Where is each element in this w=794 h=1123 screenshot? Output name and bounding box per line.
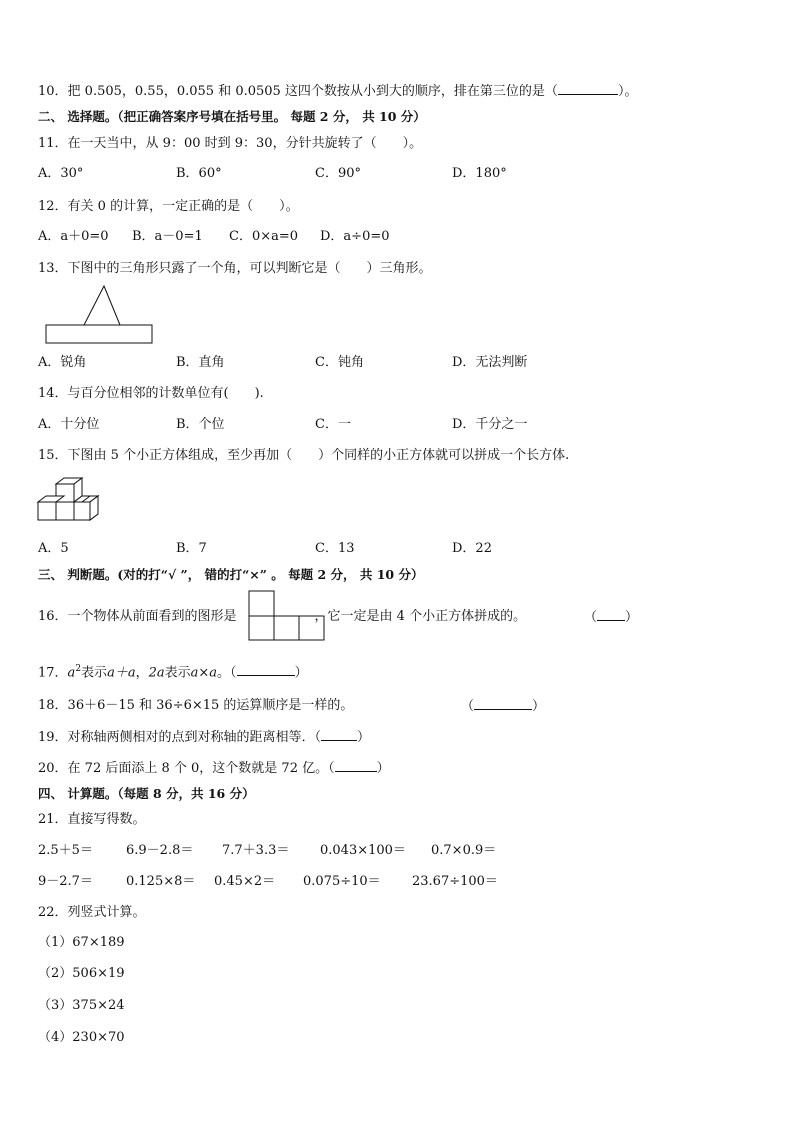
q12-option-b: B．a－0=1 [132, 229, 203, 244]
question-19: 19．对称轴两侧相对的点到对称轴的距离相等．（ ） [38, 730, 371, 745]
q11-option-b: B．60° [176, 166, 222, 181]
q15-option-d: D．22 [452, 541, 492, 556]
q16-answer: （ ） [584, 610, 639, 625]
q15-option-a: A．5 [38, 541, 69, 556]
question-20: 20．在 72 后面添上 8 个 0，这个数就是 72 亿。（ ） [38, 761, 390, 776]
vertical-calc-item: （1）67×189 [38, 935, 125, 950]
section-4-heading: 四、 计算题。（每题 8 分，共 16 分） [38, 786, 255, 801]
question-17: 17．$a^2$表示a＋a，2a表示a×a。（ ） [38, 664, 308, 681]
calc-item: 0.043×100＝ [320, 843, 406, 858]
answer-blank[interactable] [237, 663, 295, 676]
answer-blank[interactable] [321, 728, 357, 741]
calc-item: 6.9－2.8＝ [126, 843, 194, 858]
question-13: 13．下图中的三角形只露了一个角，可以判断它是（ ）三角形。 [38, 261, 432, 276]
question-18: 18．36＋6－15 和 36÷6×15 的运算顺序是一样的。 [38, 698, 354, 713]
q18-answer: （ ） [461, 699, 546, 714]
question-22: 22．列竖式计算。 [38, 905, 146, 920]
vertical-calc-item: （4）230×70 [38, 1030, 125, 1045]
question-14: 14．与百分位相邻的计数单位有( ). [38, 386, 264, 401]
question-21: 21．直接写得数。 [38, 812, 146, 827]
q15-option-c: C．13 [315, 541, 355, 556]
q11-option-a: A．30° [38, 166, 84, 181]
calc-item: 7.7＋3.3＝ [222, 843, 290, 858]
front-view-figure [248, 590, 328, 642]
q12-option-d: D．a÷0=0 [320, 229, 390, 244]
answer-blank[interactable] [558, 82, 618, 95]
calc-item: 0.45×2＝ [214, 874, 276, 889]
q13-option-c: C．钝角 [315, 355, 364, 370]
question-15: 15．下图由 5 个小正方体组成，至少再加（ ）个同样的小正方体就可以拼成一个长方体. [38, 448, 570, 463]
triangle-figure [44, 284, 156, 346]
q14-option-d: D．千分之一 [452, 417, 528, 432]
answer-blank[interactable] [335, 759, 377, 772]
vertical-calc-item: （2）506×19 [38, 966, 125, 981]
q14-option-a: A．十分位 [38, 417, 100, 432]
calc-item: 0.7×0.9＝ [431, 843, 497, 858]
calc-item: 23.67÷100＝ [412, 874, 498, 889]
answer-blank[interactable] [474, 697, 532, 710]
calc-item: 2.5＋5＝ [38, 843, 93, 858]
q13-option-a: A．锐角 [38, 355, 87, 370]
calc-item: 9－2.7＝ [38, 874, 93, 889]
q12-option-a: A．a＋0=0 [38, 229, 109, 244]
calc-item: 0.075÷10＝ [303, 874, 381, 889]
question-10-text: 10．把 0.505，0.55，0.055 和 0.0505 这四个数按从小到大的顺序，排在第三位的是（ [38, 84, 558, 99]
vertical-calc-item: （3）375×24 [38, 998, 125, 1013]
q11-option-c: C．90° [315, 166, 361, 181]
question-12: 12．有关 0 的计算，一定正确的是（ ）。 [38, 199, 299, 214]
section-3-heading: 三、 判断题。(对的打“√ ”， 错的打“×” 。 每题 2 分， 共 10 分） [38, 567, 424, 582]
question-10: 10．把 0.505，0.55，0.055 和 0.0505 这四个数按从小到大的顺序，排在第三位的是（ ）。 [38, 84, 638, 99]
calc-item: 0.125×8＝ [126, 874, 196, 889]
q11-option-d: D．180° [452, 166, 507, 181]
q13-option-b: B．直角 [176, 355, 225, 370]
answer-blank[interactable] [597, 608, 625, 621]
question-16-pre: 16．一个物体从前面看到的图形是 [38, 609, 237, 624]
q14-option-c: C．一 [315, 417, 351, 432]
question-16-post: ，它一定是由 4 个小正方体拼成的。 [314, 609, 527, 624]
cubes-figure [36, 476, 102, 528]
question-11: 11．在一天当中，从 9：00 时到 9：30，分针共旋转了（ ）。 [38, 136, 423, 151]
q14-option-b: B．个位 [176, 417, 225, 432]
q13-option-d: D．无法判断 [452, 355, 528, 370]
q12-option-c: C．0×a=0 [229, 229, 299, 244]
q15-option-b: B．7 [176, 541, 207, 556]
section-2-heading: 二、 选择题。（把正确答案序号填在括号里。 每题 2 分， 共 10 分） [38, 109, 426, 124]
